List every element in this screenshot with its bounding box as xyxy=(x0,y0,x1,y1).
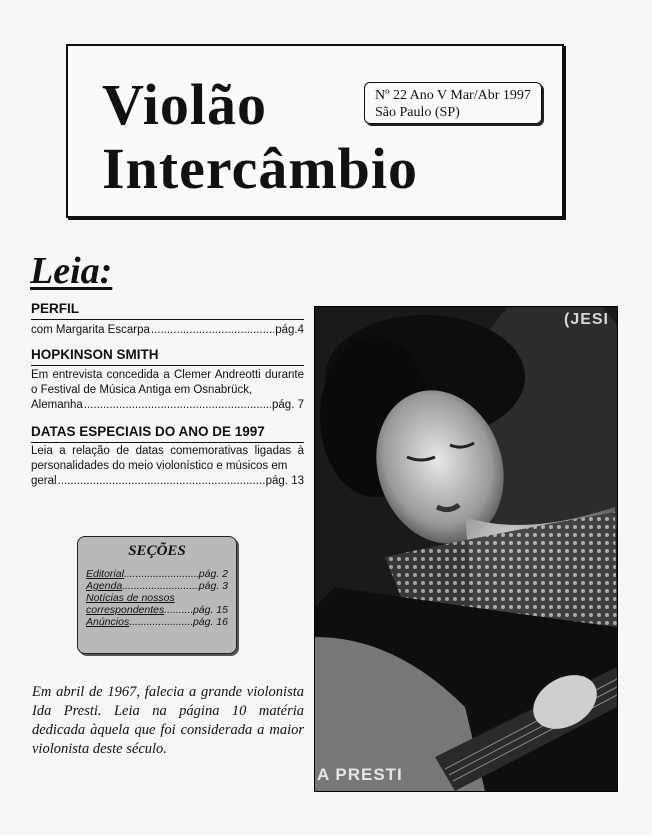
section-heading-perfil: PERFIL xyxy=(31,301,304,320)
secoes-item-editorial[interactable] xyxy=(86,568,228,580)
masthead xyxy=(66,44,564,218)
secoes-item-anuncios[interactable] xyxy=(86,616,228,628)
section-page-ref[interactable]: pág. 13 xyxy=(265,475,304,487)
secoes-title: SEÇÕES xyxy=(128,543,186,559)
section-text: Leia a relação de datas comemorativas ligadas à personalidades do meio violonístico e músicos em xyxy=(31,445,304,472)
photo-illustration xyxy=(315,307,617,791)
photo-caption: Em abril de 1967, falecia a grande violonista Ida Presti. Leia na página 10 matéria dedicada àquela que foi considerada a maior violonista deste século. xyxy=(32,684,304,757)
secoes-item-label: Agenda xyxy=(86,580,123,592)
masthead-title-line2: Intercâmbio xyxy=(102,136,419,201)
section-body-hopkinson-smith xyxy=(31,368,304,413)
secoes-item-agenda[interactable] xyxy=(86,580,228,592)
secoes-box xyxy=(77,536,237,654)
issue-info-box xyxy=(364,82,542,124)
section-text: com Margarita Escarpa xyxy=(31,324,150,336)
leia-heading: Leia: xyxy=(30,250,113,292)
secoes-item-label: Anúncios xyxy=(86,616,130,628)
section-text: Em entrevista concedida a Clemer Andreotti durante o Festival de Música Antiga em Osnabrück, xyxy=(31,369,304,396)
secoes-item-noticias[interactable]: Notícias de nossos xyxy=(86,592,175,604)
section-text-last: Alemanha xyxy=(31,399,83,411)
section-body-datas-especiais xyxy=(31,444,304,489)
photo-overlay-text-top: (JESI xyxy=(563,311,609,328)
section-heading-datas-especiais: DATAS ESPECIAIS DO ANO DE 1997 xyxy=(31,424,304,443)
secoes-item-correspondentes[interactable] xyxy=(86,604,228,616)
secoes-item-page: pág. 15 xyxy=(192,604,228,616)
secoes-item-label: Editorial xyxy=(86,568,124,580)
issue-location: São Paulo (SP) xyxy=(375,105,460,120)
secoes-item-page: pág. 3 xyxy=(198,580,228,592)
section-text-last: geral xyxy=(31,475,57,487)
issue-number-date: Nº 22 Ano V Mar/Abr 1997 xyxy=(375,88,531,103)
ida-presti-photo xyxy=(314,306,618,792)
section-page-ref[interactable]: pág.4 xyxy=(275,324,304,336)
section-page-ref[interactable]: pág. 7 xyxy=(272,399,304,411)
section-body-perfil xyxy=(31,323,304,338)
masthead-title-line1: Violão xyxy=(102,72,267,137)
secoes-item-page: pág. 16 xyxy=(192,616,228,628)
photo-overlay-text-bottom: A PRESTI xyxy=(317,765,403,784)
section-heading-hopkinson-smith: HOPKINSON SMITH xyxy=(31,347,304,366)
secoes-item-label: correspondentes xyxy=(86,604,165,616)
secoes-item-page: pág. 2 xyxy=(198,568,228,580)
